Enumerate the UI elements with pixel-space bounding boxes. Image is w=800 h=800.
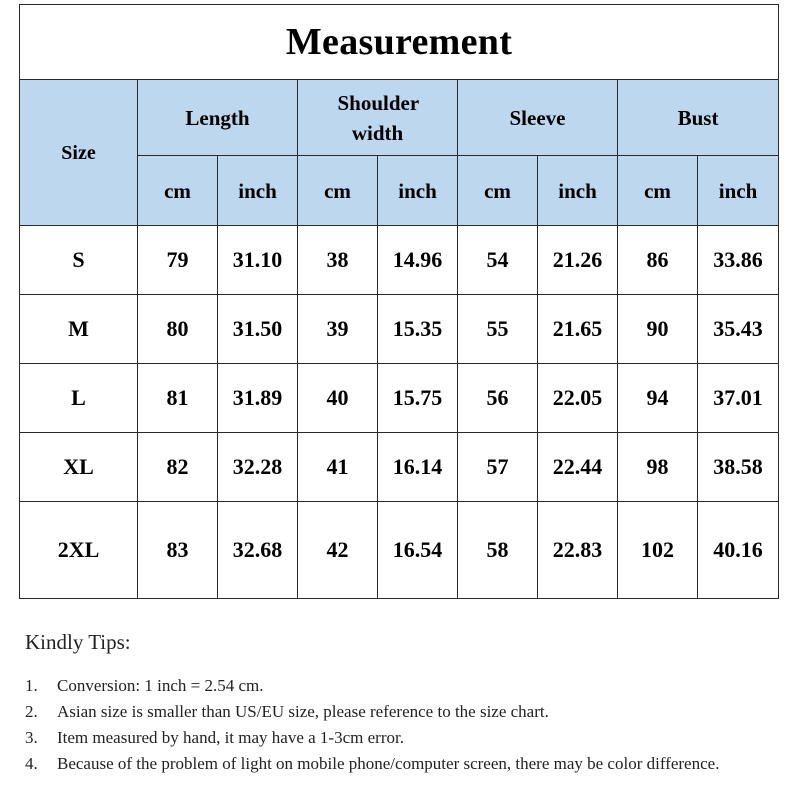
value-cell: 40.16: [698, 502, 779, 599]
size-cell: 2XL: [20, 502, 138, 599]
value-cell: 83: [138, 502, 218, 599]
value-cell: 31.89: [218, 364, 298, 433]
value-cell: 86: [618, 226, 698, 295]
value-cell: 21.65: [538, 295, 618, 364]
unit-header: cm: [298, 156, 378, 226]
measurement-table: [19, 4, 779, 599]
tip-text: Because of the problem of light on mobile phone/computer screen, there may be color difference.: [57, 754, 720, 773]
value-cell: 80: [138, 295, 218, 364]
unit-header: inch: [698, 156, 779, 226]
shoulder-width-label: Shoulder width: [337, 90, 420, 145]
value-cell: 82: [138, 433, 218, 502]
value-cell: 39: [298, 295, 378, 364]
value-cell: 15.75: [378, 364, 458, 433]
table-title: Measurement: [20, 5, 779, 80]
bust-header: Bust: [618, 80, 779, 156]
value-cell: 56: [458, 364, 538, 433]
value-cell: 33.86: [698, 226, 779, 295]
value-cell: 58: [458, 502, 538, 599]
value-cell: 94: [618, 364, 698, 433]
kindly-tips: [25, 630, 765, 777]
value-cell: 79: [138, 226, 218, 295]
value-cell: 15.35: [378, 295, 458, 364]
value-cell: 90: [618, 295, 698, 364]
table-row: [20, 295, 779, 364]
value-cell: 40: [298, 364, 378, 433]
value-cell: 16.54: [378, 502, 458, 599]
tips-title: Kindly Tips:: [25, 630, 131, 654]
value-cell: 57: [458, 433, 538, 502]
value-cell: 41: [298, 433, 378, 502]
tips-list: [25, 673, 765, 777]
size-cell: L: [20, 364, 138, 433]
table-row: [20, 433, 779, 502]
value-cell: 37.01: [698, 364, 779, 433]
tip-item: [25, 699, 765, 725]
value-cell: 38.58: [698, 433, 779, 502]
tip-item: [25, 725, 765, 751]
value-cell: 14.96: [378, 226, 458, 295]
table-row: [20, 364, 779, 433]
tip-number: 3.: [25, 728, 38, 747]
value-cell: 22.05: [538, 364, 618, 433]
tip-text: Conversion: 1 inch = 2.54 cm.: [57, 676, 264, 695]
sleeve-header: Sleeve: [458, 80, 618, 156]
unit-header: cm: [458, 156, 538, 226]
value-cell: 31.50: [218, 295, 298, 364]
value-cell: 55: [458, 295, 538, 364]
unit-header: inch: [218, 156, 298, 226]
shoulder-width-header: [298, 80, 458, 156]
value-cell: 35.43: [698, 295, 779, 364]
size-header: Size: [20, 80, 138, 226]
length-header: Length: [138, 80, 298, 156]
value-cell: 102: [618, 502, 698, 599]
size-cell: XL: [20, 433, 138, 502]
value-cell: 22.44: [538, 433, 618, 502]
unit-header: cm: [138, 156, 218, 226]
value-cell: 22.83: [538, 502, 618, 599]
value-cell: 54: [458, 226, 538, 295]
value-cell: 32.68: [218, 502, 298, 599]
size-cell: S: [20, 226, 138, 295]
unit-header: inch: [538, 156, 618, 226]
table-row: [20, 226, 779, 295]
table-row: [20, 502, 779, 599]
value-cell: 32.28: [218, 433, 298, 502]
tip-number: 4.: [25, 754, 38, 773]
tip-item: [25, 673, 765, 699]
unit-header: cm: [618, 156, 698, 226]
value-cell: 21.26: [538, 226, 618, 295]
tip-number: 2.: [25, 702, 38, 721]
unit-header: inch: [378, 156, 458, 226]
tip-item: [25, 751, 765, 777]
value-cell: 38: [298, 226, 378, 295]
value-cell: 98: [618, 433, 698, 502]
value-cell: 31.10: [218, 226, 298, 295]
tip-number: 1.: [25, 676, 38, 695]
value-cell: 16.14: [378, 433, 458, 502]
tip-text: Item measured by hand, it may have a 1-3cm error.: [57, 728, 404, 747]
tip-text: Asian size is smaller than US/EU size, please reference to the size chart.: [57, 702, 549, 721]
size-cell: M: [20, 295, 138, 364]
value-cell: 42: [298, 502, 378, 599]
value-cell: 81: [138, 364, 218, 433]
